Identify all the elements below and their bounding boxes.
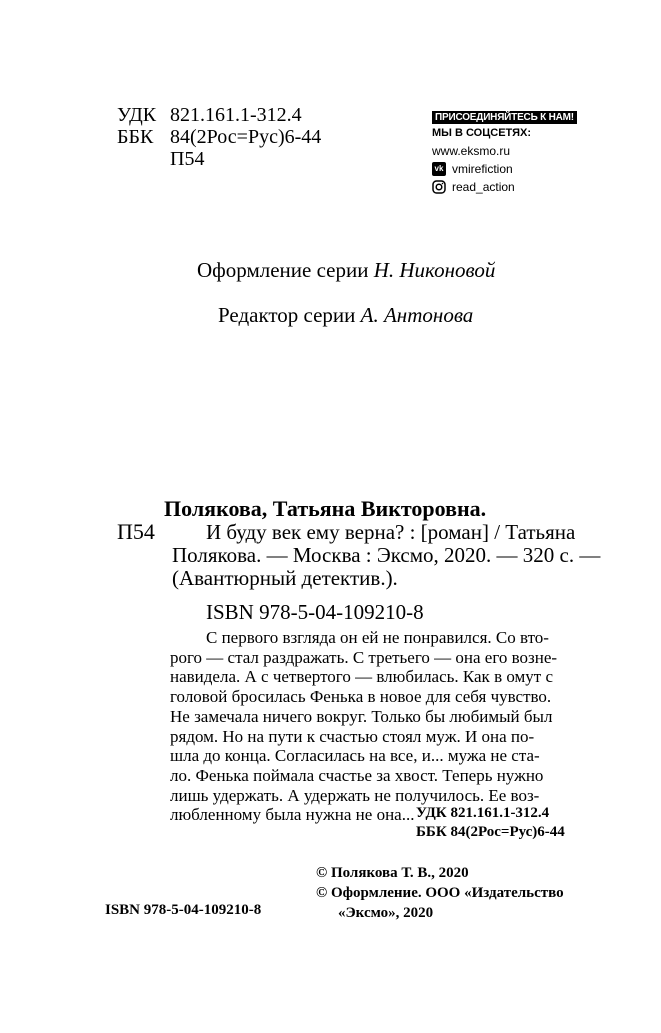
design-label: Оформление серии xyxy=(197,258,369,282)
instagram-link[interactable] xyxy=(432,178,577,196)
bib-author: Полякова, Татьяна Викторовна. xyxy=(164,496,487,521)
bbk-line xyxy=(117,126,321,148)
editor-label: Редактор серии xyxy=(218,303,356,327)
editor-name: А. Антонова xyxy=(360,303,474,327)
classification-codes xyxy=(117,104,321,170)
website-text: www.eksmo.ru xyxy=(432,144,511,158)
small-bbk: ББК 84(2Рос=Рус)6-44 xyxy=(416,824,565,840)
udk-label: УДК xyxy=(117,104,157,126)
bbk-label: ББК xyxy=(117,126,154,148)
bib-author-mark: П54 xyxy=(117,519,155,544)
annotation-line: ло. Фенька поймала счастье за хвост. Теперь нужно xyxy=(170,765,544,785)
social-links xyxy=(432,107,577,196)
vk-link[interactable] xyxy=(432,160,577,178)
bbk-value: 84(2Рос=Рус)6-44 xyxy=(170,126,322,148)
annotation-line: С первого взгляда он ей не понравился. Со вто- xyxy=(206,628,549,647)
copyright-line-2: © Оформление. ООО «Издательство xyxy=(316,885,564,901)
annotation-line: навидела. А с четвертого — влюбилась. Как в омут с xyxy=(170,667,554,687)
instagram-icon xyxy=(432,180,446,194)
annotation-line: головой бросилась Фенька в новое для себя чувство. xyxy=(170,687,552,707)
vk-icon: vk xyxy=(432,162,446,176)
isbn-bottom: ISBN 978-5-04-109210-8 xyxy=(105,902,262,918)
annotation-line: рого — стал раздражать. С третьего — она его возне- xyxy=(170,647,558,667)
annotation-line: любленному была нужна не она... xyxy=(170,805,415,825)
bib-line-3: (Авантюрный детектив.). xyxy=(172,566,398,590)
copyright xyxy=(316,863,564,923)
social-banner: ПРИСОЕДИНЯЙТЕСЬ К НАМ! xyxy=(432,111,577,124)
udk-line xyxy=(117,104,321,126)
annotation-line: Не замечала ничего вокруг. Только бы любимый был xyxy=(170,706,553,726)
copyright-line-1: © Полякова Т. В., 2020 xyxy=(316,865,469,881)
instagram-handle: read_action xyxy=(452,180,515,194)
copyright-line-3: «Эксмо», 2020 xyxy=(338,905,434,921)
annotation xyxy=(170,628,610,825)
annotation-line: рядом. Но на пути к счастью стоял муж. И она по- xyxy=(170,726,535,746)
udk-value: 821.161.1-312.4 xyxy=(170,104,302,126)
website-link[interactable] xyxy=(432,142,577,160)
social-subtitle: МЫ В СОЦСЕТЯХ: xyxy=(432,127,532,139)
isbn-main: ISBN 978-5-04-109210-8 xyxy=(206,600,424,624)
small-udk: УДК 821.161.1-312.4 xyxy=(416,805,550,821)
author-mark: П54 xyxy=(170,148,205,170)
bib-description xyxy=(172,521,612,590)
annotation-line: шла до конца. Согласилась на все, и... мужа не ста- xyxy=(170,746,540,766)
design-credit xyxy=(197,258,495,283)
editor-credit xyxy=(218,303,473,328)
bib-line-1: И буду век ему верна? : [роман] / Татьяна xyxy=(206,520,576,544)
annotation-line: лишь удержать. А удержать не получилось. Ее воз- xyxy=(170,785,540,805)
author-mark-line xyxy=(117,148,321,170)
design-name: Н. Никоновой xyxy=(373,258,496,282)
vk-handle: vmirefiction xyxy=(452,162,513,176)
small-codes xyxy=(416,804,565,842)
bib-line-2: Полякова. — Москва : Эксмо, 2020. — 320 с. — xyxy=(172,543,601,567)
